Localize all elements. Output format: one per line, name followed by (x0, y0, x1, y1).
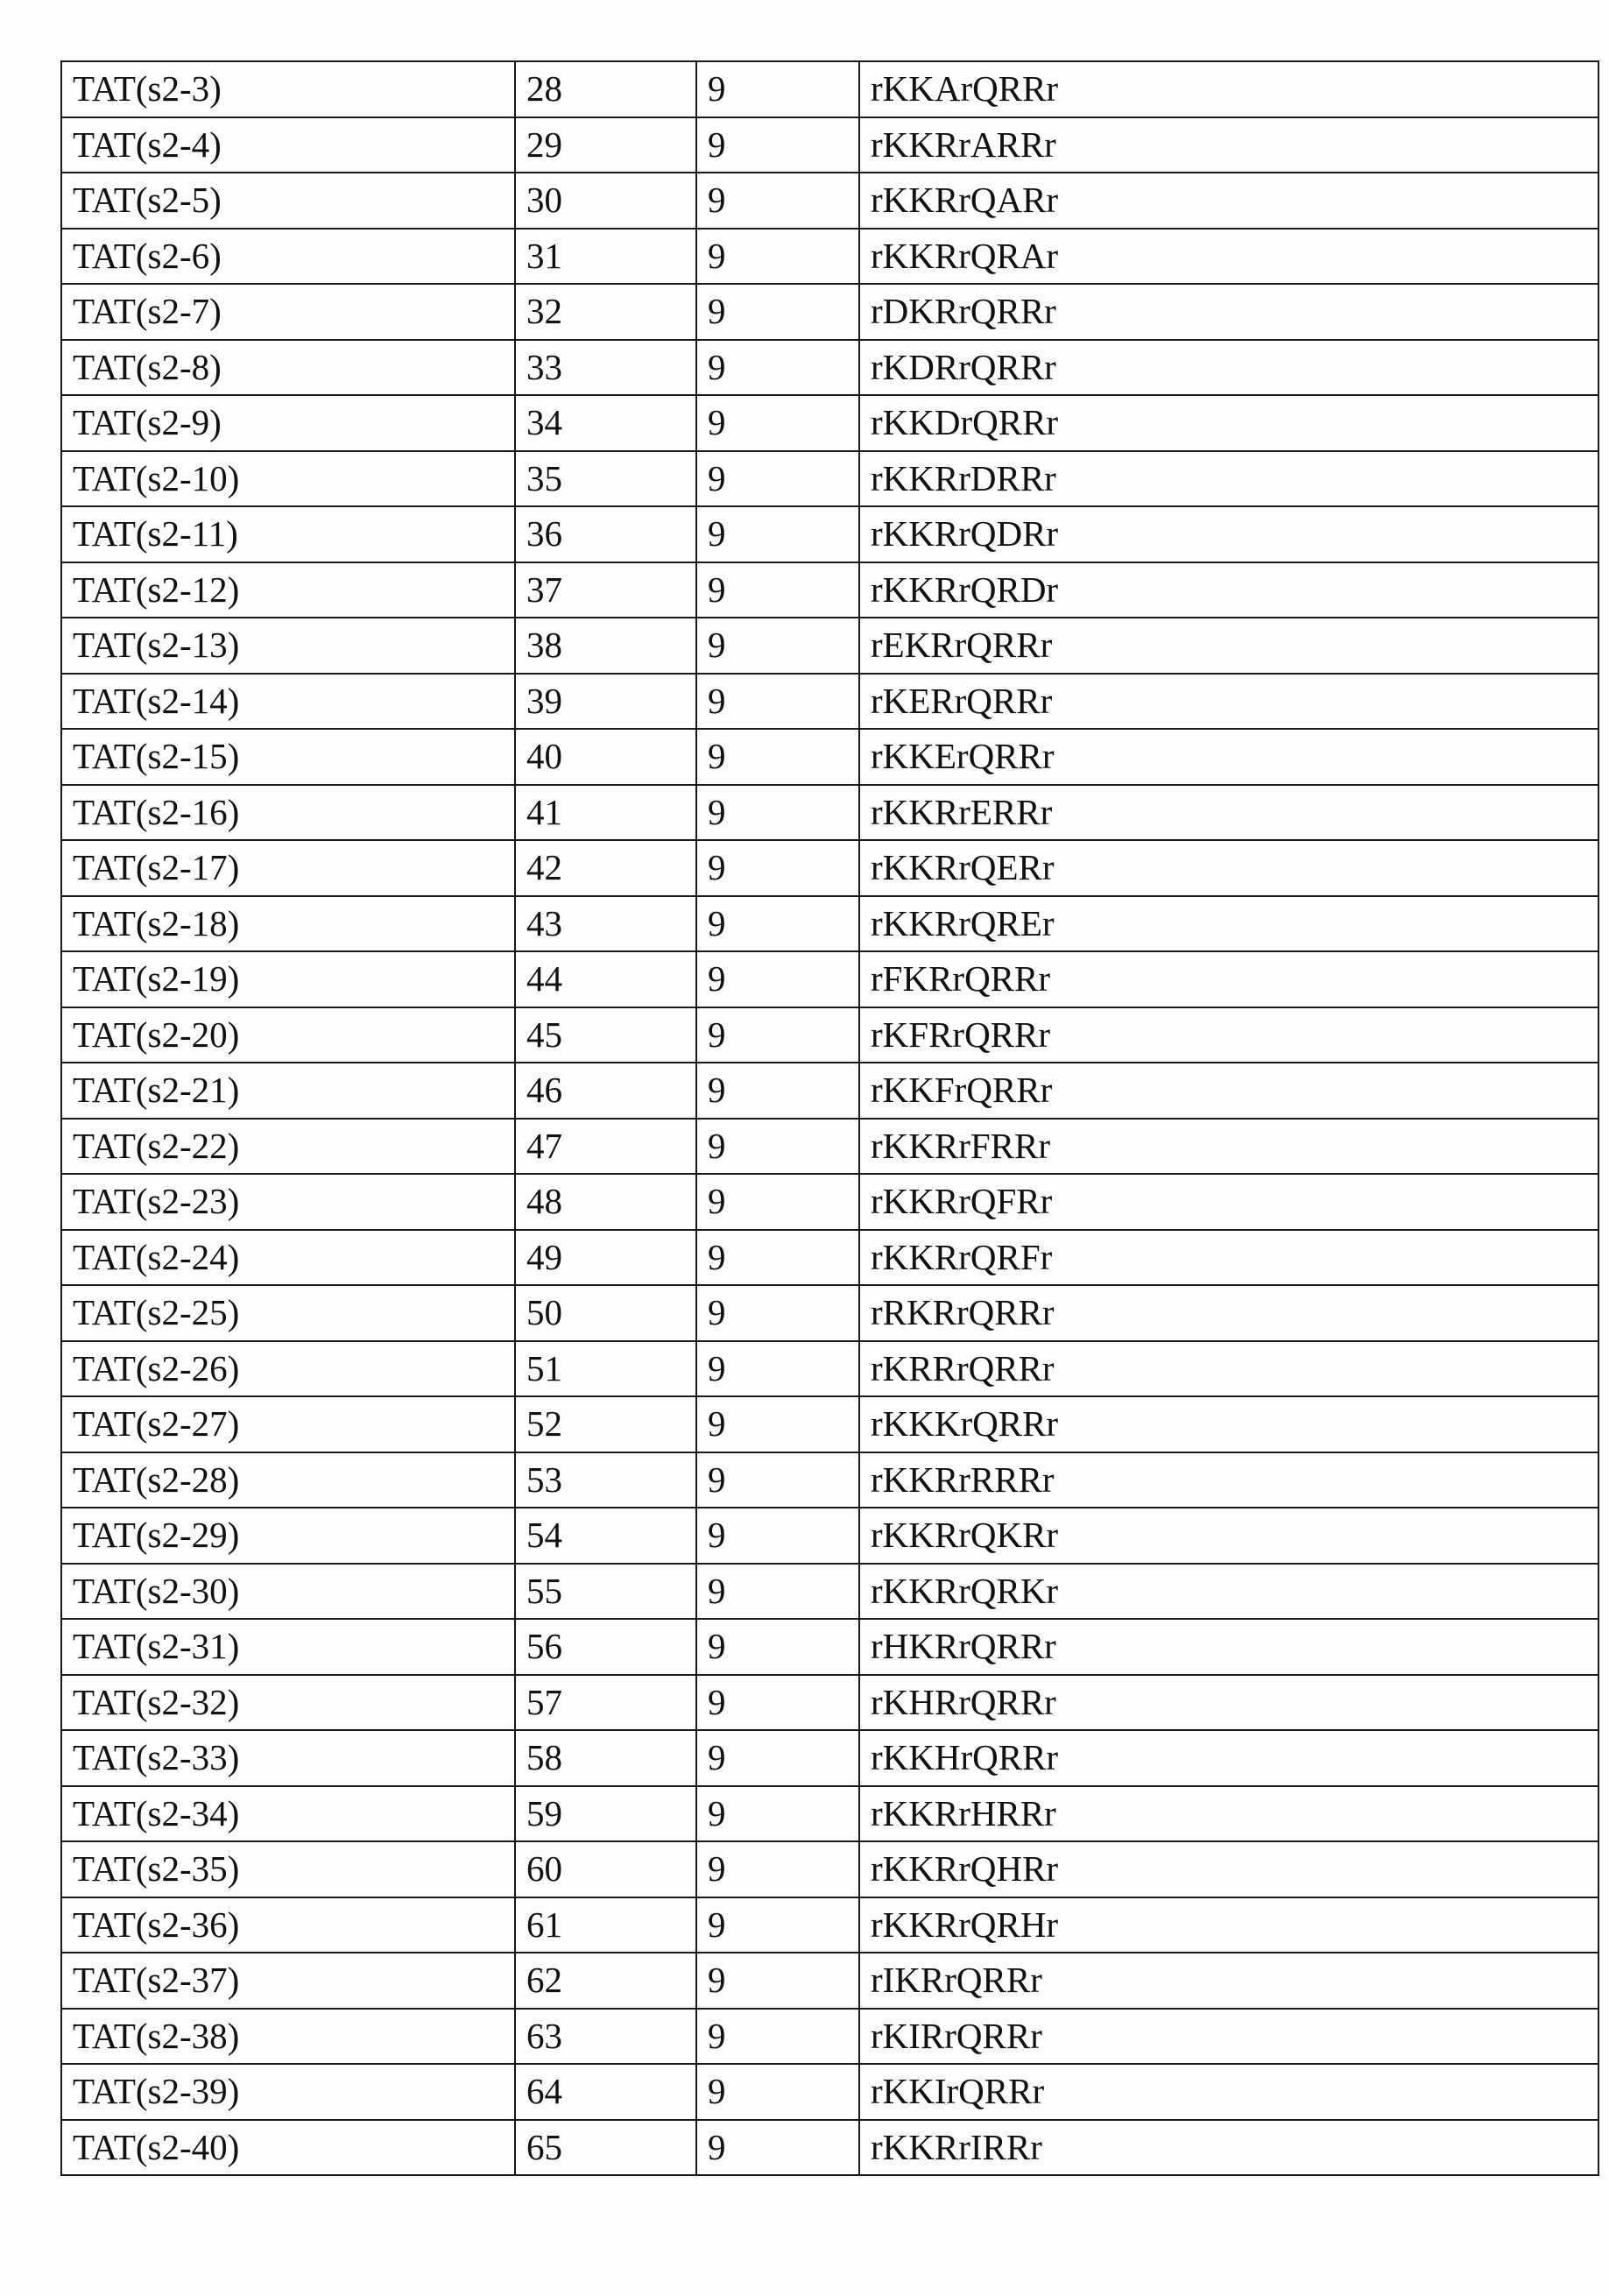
peptide-name-cell: TAT(s2-27) (61, 1396, 515, 1452)
sequence-cell: rEKRrQRRr (859, 618, 1598, 674)
length-cell: 9 (696, 451, 859, 507)
sequence-cell: rKKRrQKRr (859, 1508, 1598, 1564)
sequence-cell: rKKRrQHRr (859, 1841, 1598, 1897)
peptide-sequence-table (60, 60, 1599, 2176)
seq-id-cell: 38 (515, 618, 696, 674)
peptide-name-cell: TAT(s2-8) (61, 340, 515, 396)
sequence-cell: rKIRrQRRr (859, 2009, 1598, 2065)
seq-id-cell: 39 (515, 674, 696, 730)
seq-id-cell: 36 (515, 506, 696, 562)
length-cell: 9 (696, 1007, 859, 1063)
table-row (61, 1285, 1598, 1341)
table-row (61, 951, 1598, 1007)
sequence-cell: rHKRrQRRr (859, 1619, 1598, 1675)
seq-id-cell: 35 (515, 451, 696, 507)
sequence-cell: rKKRrQRFr (859, 1230, 1598, 1286)
seq-id-cell: 28 (515, 61, 696, 117)
seq-id-cell: 65 (515, 2120, 696, 2176)
peptide-name-cell: TAT(s2-34) (61, 1786, 515, 1842)
sequence-cell: rKKArQRRr (859, 61, 1598, 117)
peptide-name-cell: TAT(s2-19) (61, 951, 515, 1007)
length-cell: 9 (696, 674, 859, 730)
seq-id-cell: 47 (515, 1119, 696, 1175)
table-row (61, 2009, 1598, 2065)
length-cell: 9 (696, 1953, 859, 2009)
length-cell: 9 (696, 1564, 859, 1620)
seq-id-cell: 29 (515, 117, 696, 173)
peptide-name-cell: TAT(s2-16) (61, 785, 515, 841)
seq-id-cell: 44 (515, 951, 696, 1007)
length-cell: 9 (696, 1230, 859, 1286)
length-cell: 9 (696, 1396, 859, 1452)
peptide-name-cell: TAT(s2-30) (61, 1564, 515, 1620)
peptide-name-cell: TAT(s2-26) (61, 1341, 515, 1397)
length-cell: 9 (696, 1452, 859, 1508)
table-row (61, 1230, 1598, 1286)
length-cell: 9 (696, 1786, 859, 1842)
peptide-name-cell: TAT(s2-7) (61, 284, 515, 340)
seq-id-cell: 52 (515, 1396, 696, 1452)
table-row (61, 2064, 1598, 2120)
seq-id-cell: 54 (515, 1508, 696, 1564)
peptide-name-cell: TAT(s2-20) (61, 1007, 515, 1063)
seq-id-cell: 45 (515, 1007, 696, 1063)
seq-id-cell: 41 (515, 785, 696, 841)
sequence-cell: rKKErQRRr (859, 729, 1598, 785)
sequence-cell: rKKRrHRRr (859, 1786, 1598, 1842)
peptide-name-cell: TAT(s2-31) (61, 1619, 515, 1675)
sequence-cell: rKKRrERRr (859, 785, 1598, 841)
length-cell: 9 (696, 1063, 859, 1119)
table-row (61, 896, 1598, 952)
table-row (61, 1119, 1598, 1175)
sequence-cell: rKDRrQRRr (859, 340, 1598, 396)
peptide-name-cell: TAT(s2-35) (61, 1841, 515, 1897)
table-row (61, 284, 1598, 340)
peptide-name-cell: TAT(s2-23) (61, 1174, 515, 1230)
seq-id-cell: 48 (515, 1174, 696, 1230)
peptide-name-cell: TAT(s2-28) (61, 1452, 515, 1508)
seq-id-cell: 64 (515, 2064, 696, 2120)
peptide-name-cell: TAT(s2-17) (61, 840, 515, 896)
peptide-name-cell: TAT(s2-32) (61, 1675, 515, 1731)
peptide-name-cell: TAT(s2-25) (61, 1285, 515, 1341)
peptide-name-cell: TAT(s2-22) (61, 1119, 515, 1175)
sequence-cell: rKKIrQRRr (859, 2064, 1598, 2120)
peptide-name-cell: TAT(s2-37) (61, 1953, 515, 2009)
peptide-name-cell: TAT(s2-38) (61, 2009, 515, 2065)
peptide-name-cell: TAT(s2-24) (61, 1230, 515, 1286)
peptide-name-cell: TAT(s2-29) (61, 1508, 515, 1564)
table-row (61, 1953, 1598, 2009)
table-row (61, 1786, 1598, 1842)
length-cell: 9 (696, 506, 859, 562)
length-cell: 9 (696, 1508, 859, 1564)
length-cell: 9 (696, 618, 859, 674)
seq-id-cell: 34 (515, 395, 696, 451)
length-cell: 9 (696, 1119, 859, 1175)
length-cell: 9 (696, 1174, 859, 1230)
peptide-name-cell: TAT(s2-13) (61, 618, 515, 674)
seq-id-cell: 57 (515, 1675, 696, 1731)
length-cell: 9 (696, 1619, 859, 1675)
table-row (61, 1619, 1598, 1675)
peptide-name-cell: TAT(s2-10) (61, 451, 515, 507)
sequence-cell: rKKRrIRRr (859, 2120, 1598, 2176)
peptide-name-cell: TAT(s2-14) (61, 674, 515, 730)
seq-id-cell: 40 (515, 729, 696, 785)
table-row (61, 1675, 1598, 1731)
table-row (61, 785, 1598, 841)
table-row (61, 1508, 1598, 1564)
seq-id-cell: 56 (515, 1619, 696, 1675)
seq-id-cell: 63 (515, 2009, 696, 2065)
peptide-name-cell: TAT(s2-33) (61, 1730, 515, 1786)
length-cell: 9 (696, 229, 859, 285)
seq-id-cell: 62 (515, 1953, 696, 2009)
sequence-cell: rRKRrQRRr (859, 1285, 1598, 1341)
table-row (61, 395, 1598, 451)
table-body (61, 61, 1598, 2175)
sequence-cell: rKKRrQRHr (859, 1897, 1598, 1953)
table-row (61, 1730, 1598, 1786)
length-cell: 9 (696, 340, 859, 396)
length-cell: 9 (696, 2009, 859, 2065)
table-row (61, 1897, 1598, 1953)
sequence-cell: rKRRrQRRr (859, 1341, 1598, 1397)
length-cell: 9 (696, 2064, 859, 2120)
sequence-cell: rIKRrQRRr (859, 1953, 1598, 2009)
sequence-cell: rKFRrQRRr (859, 1007, 1598, 1063)
peptide-name-cell: TAT(s2-12) (61, 562, 515, 618)
peptide-name-cell: TAT(s2-39) (61, 2064, 515, 2120)
length-cell: 9 (696, 951, 859, 1007)
sequence-cell: rKKRrQFRr (859, 1174, 1598, 1230)
length-cell: 9 (696, 117, 859, 173)
sequence-cell: rKKRrFRRr (859, 1119, 1598, 1175)
sequence-cell: rFKRrQRRr (859, 951, 1598, 1007)
seq-id-cell: 60 (515, 1841, 696, 1897)
length-cell: 9 (696, 840, 859, 896)
length-cell: 9 (696, 1675, 859, 1731)
sequence-cell: rKKFrQRRr (859, 1063, 1598, 1119)
peptide-name-cell: TAT(s2-15) (61, 729, 515, 785)
seq-id-cell: 59 (515, 1786, 696, 1842)
peptide-name-cell: TAT(s2-4) (61, 117, 515, 173)
sequence-cell: rKKRrQRKr (859, 1564, 1598, 1620)
seq-id-cell: 61 (515, 1897, 696, 1953)
sequence-cell: rKHRrQRRr (859, 1675, 1598, 1731)
table-row (61, 61, 1598, 117)
seq-id-cell: 37 (515, 562, 696, 618)
sequence-cell: rKKRrRRRr (859, 1452, 1598, 1508)
peptide-name-cell: TAT(s2-5) (61, 173, 515, 229)
peptide-name-cell: TAT(s2-9) (61, 395, 515, 451)
peptide-name-cell: TAT(s2-6) (61, 229, 515, 285)
length-cell: 9 (696, 1897, 859, 1953)
table-row (61, 618, 1598, 674)
seq-id-cell: 32 (515, 284, 696, 340)
table-row (61, 229, 1598, 285)
sequence-cell: rKKRrQRAr (859, 229, 1598, 285)
seq-id-cell: 55 (515, 1564, 696, 1620)
length-cell: 9 (696, 1841, 859, 1897)
table-row (61, 506, 1598, 562)
table-row (61, 451, 1598, 507)
seq-id-cell: 42 (515, 840, 696, 896)
length-cell: 9 (696, 1730, 859, 1786)
table-row (61, 1007, 1598, 1063)
sequence-cell: rKKKrQRRr (859, 1396, 1598, 1452)
peptide-name-cell: TAT(s2-11) (61, 506, 515, 562)
length-cell: 9 (696, 2120, 859, 2176)
table-row (61, 173, 1598, 229)
sequence-cell: rKKHrQRRr (859, 1730, 1598, 1786)
sequence-cell: rKKDrQRRr (859, 395, 1598, 451)
seq-id-cell: 33 (515, 340, 696, 396)
seq-id-cell: 49 (515, 1230, 696, 1286)
length-cell: 9 (696, 785, 859, 841)
seq-id-cell: 46 (515, 1063, 696, 1119)
peptide-name-cell: TAT(s2-36) (61, 1897, 515, 1953)
table-row (61, 1564, 1598, 1620)
table-row (61, 1341, 1598, 1397)
sequence-cell: rKKRrDRRr (859, 451, 1598, 507)
length-cell: 9 (696, 1341, 859, 1397)
length-cell: 9 (696, 284, 859, 340)
seq-id-cell: 51 (515, 1341, 696, 1397)
table-row (61, 1452, 1598, 1508)
seq-id-cell: 31 (515, 229, 696, 285)
length-cell: 9 (696, 173, 859, 229)
seq-id-cell: 30 (515, 173, 696, 229)
peptide-name-cell: TAT(s2-18) (61, 896, 515, 952)
table-row (61, 340, 1598, 396)
length-cell: 9 (696, 395, 859, 451)
table-row (61, 729, 1598, 785)
length-cell: 9 (696, 1285, 859, 1341)
table-row (61, 117, 1598, 173)
seq-id-cell: 53 (515, 1452, 696, 1508)
seq-id-cell: 43 (515, 896, 696, 952)
table-row (61, 674, 1598, 730)
peptide-name-cell: TAT(s2-3) (61, 61, 515, 117)
sequence-cell: rKKRrQRDr (859, 562, 1598, 618)
peptide-name-cell: TAT(s2-40) (61, 2120, 515, 2176)
table-row (61, 840, 1598, 896)
sequence-cell: rKERrQRRr (859, 674, 1598, 730)
seq-id-cell: 58 (515, 1730, 696, 1786)
sequence-cell: rKKRrARRr (859, 117, 1598, 173)
sequence-cell: rDKRrQRRr (859, 284, 1598, 340)
table-row (61, 1841, 1598, 1897)
table-row (61, 1396, 1598, 1452)
table-row (61, 1174, 1598, 1230)
sequence-cell: rKKRrQDRr (859, 506, 1598, 562)
sequence-cell: rKKRrQARr (859, 173, 1598, 229)
table-row (61, 1063, 1598, 1119)
seq-id-cell: 50 (515, 1285, 696, 1341)
table-row (61, 562, 1598, 618)
sequence-cell: rKKRrQERr (859, 840, 1598, 896)
table-row (61, 2120, 1598, 2176)
length-cell: 9 (696, 729, 859, 785)
length-cell: 9 (696, 562, 859, 618)
length-cell: 9 (696, 61, 859, 117)
length-cell: 9 (696, 896, 859, 952)
sequence-cell: rKKRrQREr (859, 896, 1598, 952)
peptide-name-cell: TAT(s2-21) (61, 1063, 515, 1119)
